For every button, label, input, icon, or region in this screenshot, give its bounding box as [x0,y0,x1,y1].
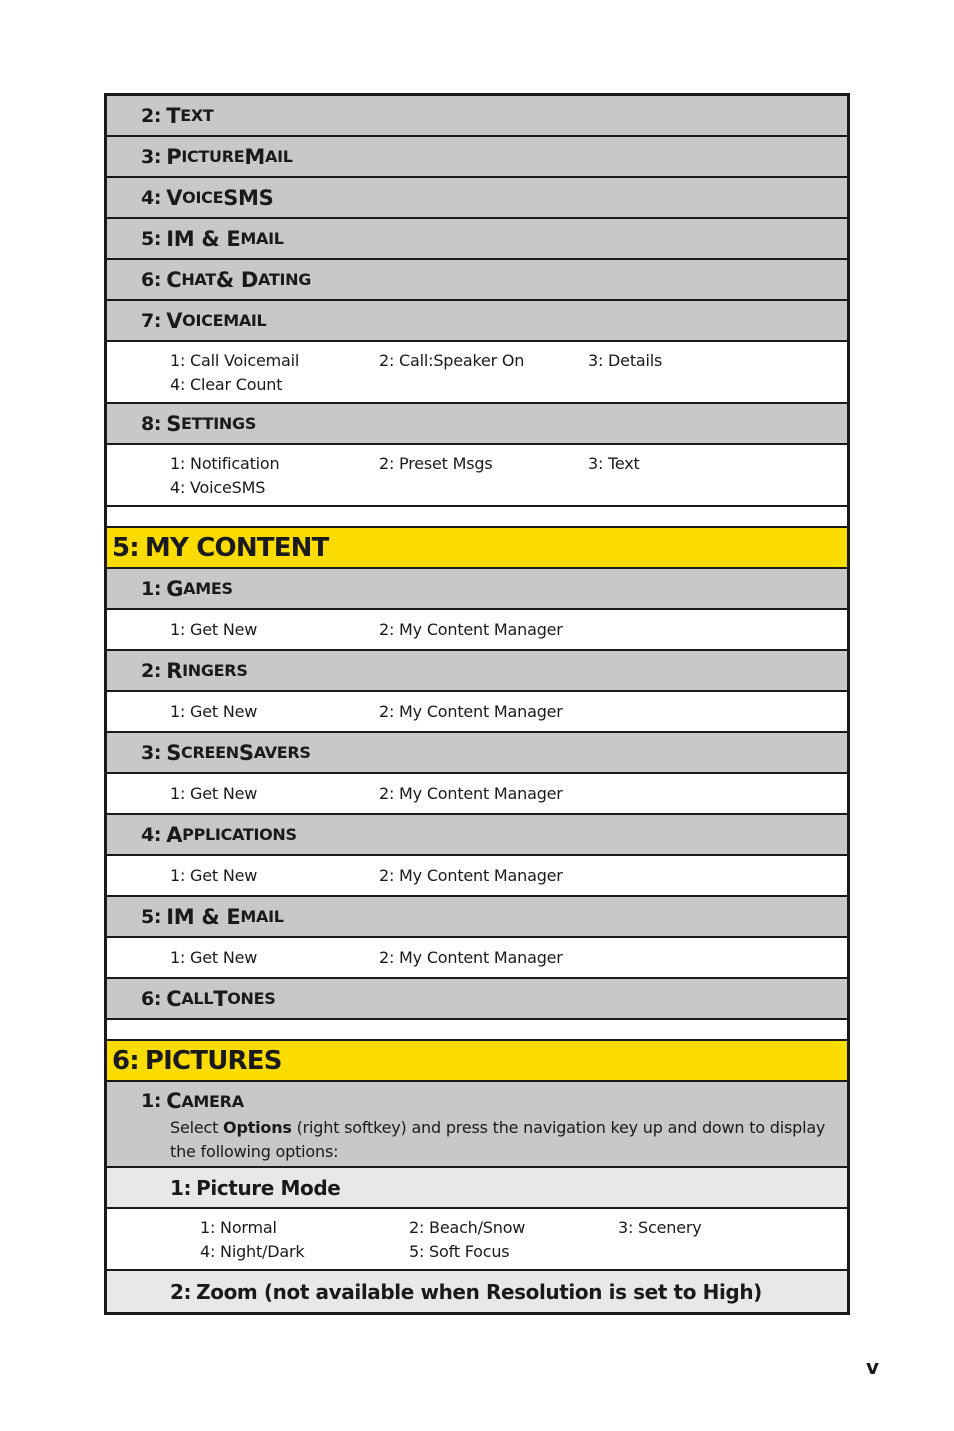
item-number: 7: [141,309,162,332]
heading-text: ATING [258,270,312,289]
heading-text: C [166,986,182,1011]
heading-text: & D [215,267,259,292]
section-number: 5: [112,532,139,563]
applications-options [107,856,847,897]
games-options [107,610,847,651]
section-number: 6: [112,1045,139,1076]
item-number: 4: [141,823,162,846]
item-number: 2: [170,1279,192,1304]
heading-text: T [213,986,228,1011]
heading-text: ICTURE [181,147,245,166]
heading-text: G [166,576,184,601]
submenu-settings [107,404,847,445]
submenu-content-im-email [107,897,847,938]
heading-text: AVERS [253,743,311,762]
heading-text: SMS [223,185,274,210]
option-item: 2: Call:Speaker On [379,350,525,370]
heading-text: S [166,740,182,765]
heading-text: CREEN [181,743,239,762]
option-item: 2: My Content Manager [379,702,563,721]
heading-text: V [166,185,183,210]
picture-mode-options [107,1209,847,1271]
heading-text: OICEMAIL [182,311,267,330]
heading-text: V [166,308,183,333]
voicemail-options [107,342,847,404]
item-number: 8: [141,412,162,435]
heading-text: PPLICATIONS [182,825,297,844]
heading-text: IM & E [166,904,241,929]
heading-text: T [166,103,181,128]
heading-text: OICE [182,188,224,207]
screen-savers-options [107,774,847,815]
submenu-ringers [107,651,847,692]
option-item: 1: Get New [170,948,258,967]
item-number: 5: [141,227,162,250]
ringers-options [107,692,847,733]
heading-text: A [166,822,183,847]
description-text: (right softkey) and press the navigation key up and down to display the following options: [170,1118,826,1161]
heading-text: S [238,740,254,765]
camera-description [107,1116,847,1164]
options-key-label: Options [223,1118,292,1137]
option-item: 1: Call Voicemail [170,350,300,370]
submenu-im-email [107,219,847,260]
option-item: 3: Scenery [618,1217,702,1237]
menu-outline-table [104,93,850,1315]
heading-text: AIL [264,147,293,166]
section-spacer [107,1020,847,1041]
heading-text: EXT [180,106,214,125]
heading-text: M [244,144,265,169]
option-item: 2: Preset Msgs [379,453,493,473]
item-number: 5: [141,905,162,928]
heading-text: Picture Mode [196,1175,341,1200]
option-item: 2: My Content Manager [379,784,563,803]
heading-text: P [166,144,182,169]
item-number: 4: [141,186,162,209]
option-picture-mode [107,1168,847,1209]
option-item: 2: My Content Manager [379,948,563,967]
submenu-screen-savers [107,733,847,774]
heading-text: MAIL [240,907,284,926]
section-spacer [107,507,847,528]
item-number: 3: [141,741,162,764]
option-zoom [107,1271,847,1312]
option-item: 1: Get New [170,866,258,885]
item-number: 2: [141,104,162,127]
option-item: 2: My Content Manager [379,866,563,885]
option-item: 1: Normal [200,1217,277,1237]
page-number: v [866,1355,880,1379]
submenu-text [107,96,847,137]
submenu-picture-mail [107,137,847,178]
option-item: 1: Get New [170,702,258,721]
submenu-voicesms [107,178,847,219]
heading-text: ALL [181,989,214,1008]
section-title: PICTURES [144,1045,282,1076]
item-number: 2: [141,659,162,682]
submenu-games [107,569,847,610]
submenu-camera [107,1082,847,1168]
section-title: MY CONTENT [144,532,329,563]
im-email-options [107,938,847,979]
option-item: 3: Text [588,453,640,473]
option-item: 4: Night/Dark [200,1241,305,1261]
option-item: 1: Get New [170,784,258,803]
item-number: 1: [141,577,162,600]
submenu-voicemail [107,301,847,342]
heading-text: AMES [183,579,233,598]
option-item: 1: Get New [170,620,258,639]
option-item: 4: Clear Count [170,374,283,394]
submenu-call-tones [107,979,847,1020]
option-item: 4: VoiceSMS [170,477,266,497]
settings-options [107,445,847,507]
heading-text: AMERA [181,1091,244,1111]
heading-text: R [166,658,183,683]
heading-text: ETTINGS [181,414,257,433]
heading-text: MAIL [240,229,284,248]
option-item: 3: Details [588,350,663,370]
heading-text: Zoom (not available when Resolution is set to High) [196,1279,762,1304]
description-text: Select [170,1118,224,1137]
heading-text: IM & E [166,226,241,251]
option-item: 2: Beach/Snow [409,1217,526,1237]
camera-heading [107,1082,847,1116]
item-number: 6: [141,987,162,1010]
submenu-applications [107,815,847,856]
item-number: 3: [141,145,162,168]
heading-text: ONES [227,989,276,1008]
heading-text: INGERS [182,661,248,680]
section-my-content [107,528,847,569]
option-item: 5: Soft Focus [409,1241,510,1261]
heading-text: C [166,1089,182,1113]
option-item: 2: My Content Manager [379,620,563,639]
section-pictures [107,1041,847,1082]
heading-text: S [166,411,182,436]
item-number: 1: [170,1175,192,1200]
option-item: 1: Notification [170,453,280,473]
heading-text: C [166,267,182,292]
heading-text: HAT [181,270,216,289]
item-number: 6: [141,268,162,291]
item-number: 1: [141,1090,162,1112]
submenu-chat-dating [107,260,847,301]
